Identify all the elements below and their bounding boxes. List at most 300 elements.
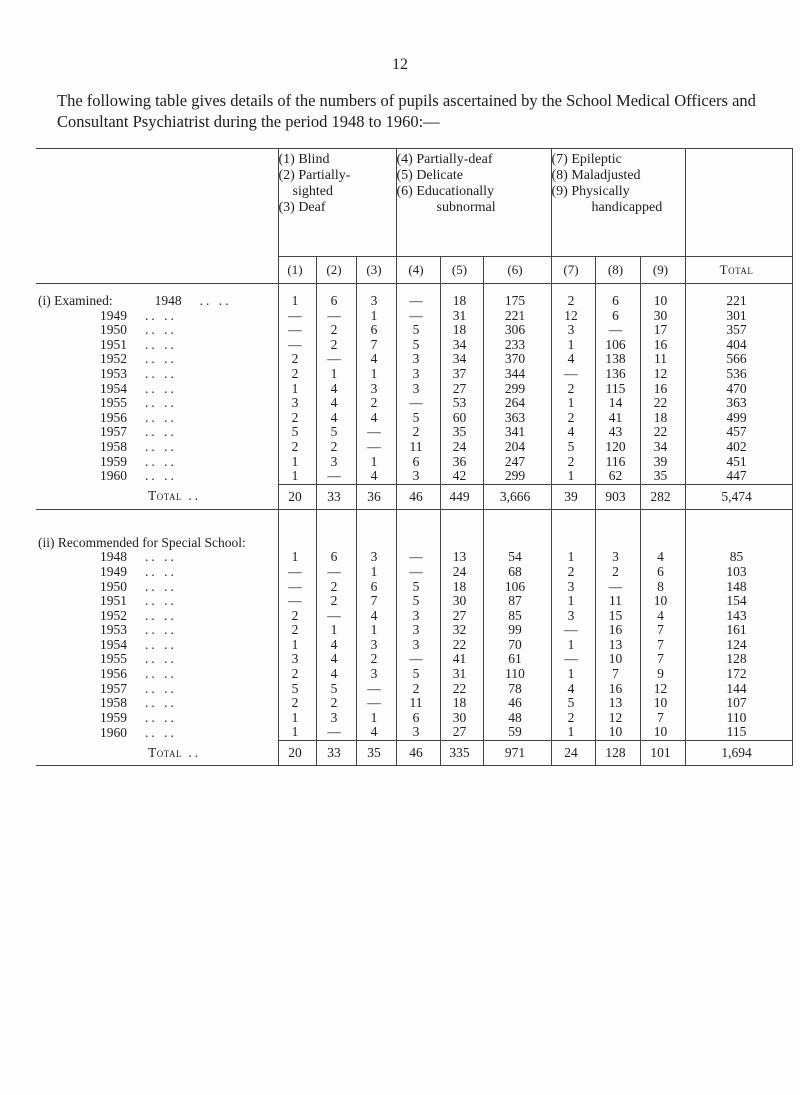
table-row xyxy=(36,565,792,580)
data-cell: 85 xyxy=(483,609,551,624)
data-cell: 22 xyxy=(640,425,685,440)
col-header: (3) xyxy=(356,257,396,284)
data-cell: 18 xyxy=(440,580,483,595)
data-cell: 566 xyxy=(685,352,792,367)
data-cell: 1 xyxy=(356,623,396,638)
data-cell: 2 xyxy=(316,440,356,455)
data-cell: 34 xyxy=(440,352,483,367)
data-cell: 2 xyxy=(278,609,316,624)
year-cell: 1959 .. .. xyxy=(36,455,278,470)
data-cell: 451 xyxy=(685,455,792,470)
section-title: (i) Examined: xyxy=(38,294,113,308)
data-cell: 204 xyxy=(483,440,551,455)
data-cell: 457 xyxy=(685,425,792,440)
data-cell: 404 xyxy=(685,338,792,353)
col-header: (7) xyxy=(551,257,595,284)
table-row xyxy=(36,367,792,382)
data-cell: 1 xyxy=(278,725,316,740)
table-row xyxy=(36,652,792,667)
data-cell: 1 xyxy=(278,638,316,653)
total-cell: 35 xyxy=(356,741,396,766)
data-cell: 4 xyxy=(356,609,396,624)
col-header: (4) xyxy=(396,257,440,284)
data-cell: 4 xyxy=(356,352,396,367)
year-cell: 1949 .. .. xyxy=(36,309,278,324)
data-cell: 30 xyxy=(440,594,483,609)
data-cell: 1 xyxy=(551,396,595,411)
data-cell: 70 xyxy=(483,638,551,653)
year-label: 1952 xyxy=(100,608,127,623)
data-cell: 1 xyxy=(356,367,396,382)
data-cell: 54 xyxy=(483,550,551,565)
data-cell: 18 xyxy=(440,294,483,309)
total-cell: 46 xyxy=(396,484,440,509)
year-cell: 1952 .. .. xyxy=(36,352,278,367)
data-cell: 1 xyxy=(278,550,316,565)
data-cell: 3 xyxy=(396,638,440,653)
spacer-row xyxy=(36,509,792,536)
data-cell: 4 xyxy=(316,382,356,397)
spacer-row xyxy=(36,284,792,295)
data-cell: 41 xyxy=(595,411,640,426)
table-row xyxy=(36,352,792,367)
data-cell: 116 xyxy=(595,455,640,470)
data-cell: 247 xyxy=(483,455,551,470)
data-cell: 99 xyxy=(483,623,551,638)
table-row xyxy=(36,711,792,726)
data-cell: 2 xyxy=(278,623,316,638)
data-cell: 1 xyxy=(356,455,396,470)
data-cell: 161 xyxy=(685,623,792,638)
data-cell: 3 xyxy=(396,367,440,382)
column-header-row xyxy=(36,257,792,284)
data-cell: 35 xyxy=(440,425,483,440)
total-cell: 46 xyxy=(396,741,440,766)
data-cell: 2 xyxy=(278,667,316,682)
data-cell: 3 xyxy=(396,352,440,367)
data-cell: 10 xyxy=(640,725,685,740)
total-cell: 20 xyxy=(278,741,316,766)
data-cell: 3 xyxy=(356,294,396,309)
data-cell: 27 xyxy=(440,725,483,740)
year-label: 1958 xyxy=(100,696,127,711)
data-cell: 59 xyxy=(483,725,551,740)
data-cell: 1 xyxy=(278,455,316,470)
data-cell: 6 xyxy=(316,294,356,309)
data-cell: 5 xyxy=(396,594,440,609)
data-cell: 402 xyxy=(685,440,792,455)
table-row xyxy=(36,550,792,565)
data-cell: 32 xyxy=(440,623,483,638)
data-cell: 1 xyxy=(551,338,595,353)
table-row xyxy=(36,696,792,711)
year-label: 1955 xyxy=(100,652,127,667)
total-cell: 3,666 xyxy=(483,484,551,509)
table-row xyxy=(36,309,792,324)
data-cell: 11 xyxy=(640,352,685,367)
year-cell: 1957 .. .. xyxy=(36,425,278,440)
table-row xyxy=(36,294,792,309)
data-cell: 299 xyxy=(483,382,551,397)
data-cell: — xyxy=(595,580,640,595)
data-cell: 3 xyxy=(595,550,640,565)
year-label: 1952 xyxy=(100,352,127,367)
total-cell: 903 xyxy=(595,484,640,509)
total-cell: 1,694 xyxy=(685,741,792,766)
data-cell: 7 xyxy=(356,594,396,609)
year-label: 1959 xyxy=(100,710,127,725)
data-cell: 5 xyxy=(551,440,595,455)
data-cell: 12 xyxy=(595,711,640,726)
data-cell: 27 xyxy=(440,382,483,397)
data-cell: 4 xyxy=(551,352,595,367)
data-cell: 3 xyxy=(356,638,396,653)
data-cell: 10 xyxy=(595,652,640,667)
data-cell: — xyxy=(551,652,595,667)
data-cell: 107 xyxy=(685,696,792,711)
data-cell: 1 xyxy=(551,725,595,740)
data-cell: 301 xyxy=(685,309,792,324)
data-cell: — xyxy=(278,309,316,324)
data-cell: 5 xyxy=(396,580,440,595)
table-row xyxy=(36,580,792,595)
data-cell: 1 xyxy=(356,309,396,324)
data-cell: — xyxy=(396,550,440,565)
data-cell: 103 xyxy=(685,565,792,580)
table-row xyxy=(36,455,792,470)
data-cell: 2 xyxy=(356,652,396,667)
year-label: 1960 xyxy=(100,469,127,484)
data-cell: 3 xyxy=(316,711,356,726)
data-cell: 370 xyxy=(483,352,551,367)
group-header-3: (7) Epileptic (8) Maladjusted (9) Physically handicapped xyxy=(551,149,685,257)
data-cell: 499 xyxy=(685,411,792,426)
year-label: 1951 xyxy=(100,337,127,352)
total-label: Total xyxy=(148,744,183,760)
data-cell: 10 xyxy=(595,725,640,740)
data-cell: — xyxy=(356,425,396,440)
data-cell: 39 xyxy=(640,455,685,470)
data-cell: 8 xyxy=(640,580,685,595)
data-cell: 13 xyxy=(595,696,640,711)
data-cell: 13 xyxy=(440,550,483,565)
section-row-label: (i) Examined: 1948 .. .. xyxy=(36,294,278,309)
year-cell: 1955 .. .. xyxy=(36,652,278,667)
total-cell: 449 xyxy=(440,484,483,509)
total-cell: 971 xyxy=(483,741,551,766)
data-cell: 6 xyxy=(316,550,356,565)
data-cell: 3 xyxy=(316,455,356,470)
data-cell: 1 xyxy=(551,469,595,484)
data-cell: 16 xyxy=(640,338,685,353)
data-cell: 447 xyxy=(685,469,792,484)
data-cell: — xyxy=(396,565,440,580)
data-cell: 1 xyxy=(356,565,396,580)
total-cell: 24 xyxy=(551,741,595,766)
data-cell: 2 xyxy=(316,323,356,338)
data-cell: — xyxy=(278,338,316,353)
year-label: 1953 xyxy=(100,366,127,381)
col-header: (9) xyxy=(640,257,685,284)
data-cell: 61 xyxy=(483,652,551,667)
year-label: 1957 xyxy=(100,681,127,696)
data-cell: 2 xyxy=(551,411,595,426)
year-cell: 1949 .. .. xyxy=(36,565,278,580)
table-row xyxy=(36,667,792,682)
data-cell: 31 xyxy=(440,667,483,682)
data-cell: 3 xyxy=(356,550,396,565)
data-cell: 2 xyxy=(595,565,640,580)
year-cell: 1959 .. .. xyxy=(36,711,278,726)
data-cell: 1 xyxy=(278,469,316,484)
total-label: Total xyxy=(148,488,183,504)
data-cell: 4 xyxy=(356,469,396,484)
data-cell: 6 xyxy=(396,711,440,726)
year-label: 1959 xyxy=(100,454,127,469)
table-row xyxy=(36,725,792,740)
total-row xyxy=(36,484,792,509)
data-cell: — xyxy=(316,725,356,740)
table-row xyxy=(36,594,792,609)
year-cell: 1956 .. .. xyxy=(36,667,278,682)
year-label: 1948 xyxy=(154,294,182,308)
year-cell: 1952 .. .. xyxy=(36,609,278,624)
data-cell: 3 xyxy=(396,623,440,638)
year-cell: 1951 .. .. xyxy=(36,594,278,609)
data-cell: 363 xyxy=(483,411,551,426)
data-cell: 172 xyxy=(685,667,792,682)
data-cell: 2 xyxy=(278,696,316,711)
data-cell: 27 xyxy=(440,609,483,624)
data-cell: 12 xyxy=(640,682,685,697)
col-header: (2) xyxy=(316,257,356,284)
year-label: 1953 xyxy=(100,623,127,638)
data-cell: 9 xyxy=(640,667,685,682)
total-cell: 20 xyxy=(278,484,316,509)
data-cell: — xyxy=(595,323,640,338)
data-cell: — xyxy=(396,396,440,411)
data-cell: 2 xyxy=(551,711,595,726)
year-cell: 1954 .. .. xyxy=(36,382,278,397)
data-cell: 5 xyxy=(316,425,356,440)
table-row xyxy=(36,338,792,353)
data-cell: 48 xyxy=(483,711,551,726)
year-cell: 1960 .. .. xyxy=(36,725,278,740)
year-label: 1954 xyxy=(100,637,127,652)
data-cell: 1 xyxy=(316,623,356,638)
data-cell: 299 xyxy=(483,469,551,484)
data-cell: 1 xyxy=(356,711,396,726)
data-cell: 60 xyxy=(440,411,483,426)
pupils-table xyxy=(36,148,793,766)
data-cell: 42 xyxy=(440,469,483,484)
table-row xyxy=(36,638,792,653)
data-cell: 31 xyxy=(440,309,483,324)
data-cell: — xyxy=(356,682,396,697)
data-cell: — xyxy=(356,440,396,455)
data-cell: 110 xyxy=(483,667,551,682)
data-cell: 24 xyxy=(440,440,483,455)
data-cell: 6 xyxy=(356,580,396,595)
data-cell: 2 xyxy=(278,411,316,426)
year-label: 1956 xyxy=(100,667,127,682)
data-cell: 7 xyxy=(640,638,685,653)
year-cell: 1955 .. .. xyxy=(36,396,278,411)
col-header: (5) xyxy=(440,257,483,284)
data-cell: 233 xyxy=(483,338,551,353)
data-cell: 175 xyxy=(483,294,551,309)
year-label: 1951 xyxy=(100,594,127,609)
data-cell: 7 xyxy=(356,338,396,353)
group-header-2: (4) Partially-deaf (5) Delicate (6) Educationally subnormal xyxy=(396,149,551,257)
year-cell: 1956 .. .. xyxy=(36,411,278,426)
table-row xyxy=(36,411,792,426)
year-cell: 1954 .. .. xyxy=(36,638,278,653)
data-cell: — xyxy=(396,309,440,324)
data-cell: — xyxy=(316,565,356,580)
data-cell: 136 xyxy=(595,367,640,382)
data-cell: 46 xyxy=(483,696,551,711)
data-cell: 7 xyxy=(640,623,685,638)
data-cell: 1 xyxy=(551,638,595,653)
data-cell: — xyxy=(316,352,356,367)
data-cell: 2 xyxy=(278,440,316,455)
data-cell: 154 xyxy=(685,594,792,609)
data-cell: 5 xyxy=(551,696,595,711)
data-cell: 115 xyxy=(595,382,640,397)
data-cell: 306 xyxy=(483,323,551,338)
data-cell: 5 xyxy=(278,682,316,697)
data-cell: 6 xyxy=(640,565,685,580)
year-cell: 1958 .. .. xyxy=(36,440,278,455)
table-row xyxy=(36,682,792,697)
data-cell: 143 xyxy=(685,609,792,624)
data-cell: 34 xyxy=(640,440,685,455)
data-cell: 2 xyxy=(551,565,595,580)
year-cell: 1950 .. .. xyxy=(36,580,278,595)
data-cell: 3 xyxy=(356,382,396,397)
data-cell: 2 xyxy=(551,382,595,397)
data-cell: 14 xyxy=(595,396,640,411)
data-cell: 110 xyxy=(685,711,792,726)
table-row xyxy=(36,609,792,624)
data-cell: — xyxy=(551,623,595,638)
data-cell: 12 xyxy=(551,309,595,324)
year-cell: 1951 .. .. xyxy=(36,338,278,353)
data-cell: 221 xyxy=(483,309,551,324)
total-cell: 39 xyxy=(551,484,595,509)
data-cell: 11 xyxy=(595,594,640,609)
data-cell: 4 xyxy=(316,411,356,426)
data-cell: 11 xyxy=(396,440,440,455)
data-cell: — xyxy=(396,652,440,667)
data-cell: 344 xyxy=(483,367,551,382)
data-cell: 10 xyxy=(640,594,685,609)
col-header: (1) xyxy=(278,257,316,284)
total-label-cell: Total .. xyxy=(36,741,278,766)
data-cell: 41 xyxy=(440,652,483,667)
total-cell: 33 xyxy=(316,484,356,509)
data-cell: 16 xyxy=(640,382,685,397)
data-cell: 148 xyxy=(685,580,792,595)
data-cell: 470 xyxy=(685,382,792,397)
data-cell: 5 xyxy=(396,667,440,682)
data-cell: — xyxy=(316,469,356,484)
data-cell: 62 xyxy=(595,469,640,484)
table-row xyxy=(36,623,792,638)
data-cell: 13 xyxy=(595,638,640,653)
table-row xyxy=(36,425,792,440)
data-cell: 5 xyxy=(316,682,356,697)
data-cell: 1 xyxy=(551,594,595,609)
intro-paragraph: The following table gives details of the numbers of pupils ascertained by the School Medical Officers and Consultant Psychiatrist during the period 1948 to 1960:— xyxy=(57,91,756,131)
data-cell: — xyxy=(316,609,356,624)
table-row xyxy=(36,440,792,455)
data-cell: 2 xyxy=(316,580,356,595)
data-cell: 10 xyxy=(640,294,685,309)
data-cell: 138 xyxy=(595,352,640,367)
total-label-cell: Total .. xyxy=(36,484,278,509)
data-cell: 4 xyxy=(316,667,356,682)
year-cell: 1960 .. .. xyxy=(36,469,278,484)
data-cell: 3 xyxy=(396,469,440,484)
data-cell: 36 xyxy=(440,455,483,470)
data-cell: 1 xyxy=(278,382,316,397)
data-cell: 22 xyxy=(440,638,483,653)
data-cell: 3 xyxy=(396,382,440,397)
data-cell: 6 xyxy=(595,309,640,324)
year-label: 1956 xyxy=(100,410,127,425)
data-cell: 6 xyxy=(356,323,396,338)
data-cell: 4 xyxy=(640,609,685,624)
data-cell: 115 xyxy=(685,725,792,740)
data-cell: 34 xyxy=(440,338,483,353)
data-cell: 30 xyxy=(640,309,685,324)
data-cell: 5 xyxy=(278,425,316,440)
year-cell: 1948 .. .. xyxy=(36,550,278,565)
year-label: 1949 xyxy=(100,564,127,579)
data-cell: 2 xyxy=(396,425,440,440)
data-cell: 4 xyxy=(316,638,356,653)
data-cell: — xyxy=(278,323,316,338)
data-cell: 87 xyxy=(483,594,551,609)
total-cell: 335 xyxy=(440,741,483,766)
total-cell: 128 xyxy=(595,741,640,766)
data-cell: 78 xyxy=(483,682,551,697)
year-cell: 1953 .. .. xyxy=(36,623,278,638)
year-label: 1957 xyxy=(100,425,127,440)
table-row xyxy=(36,396,792,411)
data-cell: 17 xyxy=(640,323,685,338)
data-cell: 16 xyxy=(595,623,640,638)
data-cell: — xyxy=(551,367,595,382)
year-label: 1955 xyxy=(100,396,127,411)
page-number: 12 xyxy=(392,56,408,73)
year-label: 1948 xyxy=(100,550,127,565)
data-cell: 4 xyxy=(640,550,685,565)
data-cell: 35 xyxy=(640,469,685,484)
data-cell: 3 xyxy=(356,667,396,682)
table-row xyxy=(36,536,792,551)
data-cell: — xyxy=(278,565,316,580)
data-cell: 7 xyxy=(595,667,640,682)
data-cell: 1 xyxy=(278,711,316,726)
data-cell: 12 xyxy=(640,367,685,382)
table-row xyxy=(36,382,792,397)
data-cell: 1 xyxy=(316,367,356,382)
year-label: 1949 xyxy=(100,308,127,323)
data-cell: 3 xyxy=(278,396,316,411)
